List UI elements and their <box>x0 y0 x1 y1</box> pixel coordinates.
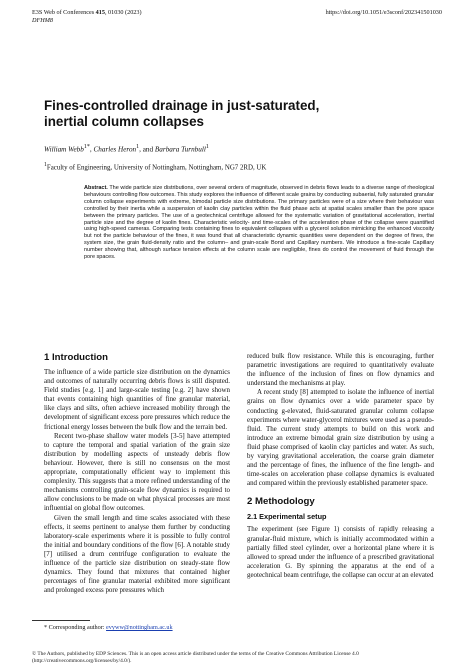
footnote-rule <box>32 620 90 621</box>
paragraph: reduced bulk flow resistance. While this is encouraging, further parametric investigations are required to quantitatively evaluate the influence of the inclusion of fines on flow dynamics and understand the mechanisms at play. <box>247 352 434 388</box>
doi-link[interactable]: https://doi.org/10.1051/e3sconf/202341501030 <box>325 9 442 16</box>
license-footer <box>32 651 444 665</box>
journal-citation: E3S Web of Conferences 415, 01030 (2023) <box>32 9 142 16</box>
author-1: William Webb <box>44 145 84 154</box>
running-header-left <box>32 9 142 25</box>
abstract <box>84 185 434 261</box>
author-2: Charles Heron <box>93 145 137 154</box>
section-heading-introduction: 1 Introduction <box>44 352 108 363</box>
subsection-heading-experimental-setup: 2.1 Experimental setup <box>247 512 327 522</box>
paragraph: Given the small length and time scales associated with these effects, it seems pertinent to analyse them further by conducting laboratory-scale experiments where it is possible to fully control the initial and boundary conditions of the flow [6]. A notable study [7] utilised a drum centrifuge configuration to evaluate the influence of the particle size distribution on steady-state flow dynamics. They found that mixtures that contained higher percentages of fine granular material exhibited more significant and prolonged excess pore pressures which <box>44 513 230 595</box>
paragraph: A recent study [8] attempted to isolate the influence of inertial grains on flow dynamics over a wide parameter space by conducting g-elevated, fluid-saturated granular column collapse experiments where water-glycerol mixtures were used as a pseudo-fluid. The current study attempts to build on this work and introduce an extreme bimodal grain size distribution by using a fluid phase comprised of kaolin clay particles and water. As such, by varying gravitational acceleration, the coarse grain diameter and the percentage of fines, the influence of the fine length- and time-scales on acceleration phase collapse dynamics is evaluated and compared within the previously established parameter space. <box>247 388 434 488</box>
section-heading-methodology: 2 Methodology <box>247 496 315 508</box>
journal-abbrev: DFHM8 <box>32 17 53 24</box>
license-text: © The Authors, published by EDP Sciences. This is an open access article distributed under the terms of the Creative Commons Attribution License 4.0 <box>32 651 359 657</box>
author-3: Barbara Turnbull <box>154 145 206 154</box>
paper-title: Fines-controlled drainage in just-saturated, inertial column collapses <box>44 98 320 129</box>
left-column <box>44 352 230 595</box>
journal-volume: 415 <box>95 9 105 16</box>
right-column <box>247 352 434 580</box>
license-url[interactable]: (http://creativecommons.org/licenses/by/4.0/). <box>32 658 132 664</box>
author-list: William Webb$^{1*}$, Charles Heron$^1$, and Barbara Turnbull$^1$ <box>44 144 209 154</box>
paragraph: The influence of a wide particle size distribution on the dynamics and outcomes of naturally occurring debris flows is still disputed. Field studies [e.g. 1] and large-scale testing [e.g. 2] have shown that events containing high quantities of fine granular material, like clays and silts, often achieve increased mobility through the development of significant excess pore pressures which reduce the frictional energy losses between the bulk flow and the terrain bed. <box>44 368 230 431</box>
affiliation: $^1$Faculty of Engineering, University of Nottingham, Nottingham, NG7 2RD, UK <box>44 162 267 172</box>
paragraph: Recent two-phase shallow water models [3-5] have attempted to capture the temporal and spatial variation of the grain size distribution by modelling aspects of unsteady debris flow behaviour. However, there is still no consensus on the most appropriate, computationally efficient way to implement this complexity. This suggests that a more refined understanding of the mechanisms controlling grain-scale flow dynamics is required to allow conclusions to be made on what physical processes are most influential on global flow outcomes. <box>44 431 230 513</box>
abstract-text: The wide particle size distributions, over several orders of magnitude, observed in debris flows leads to a diverse range of rheological behaviours controlling flow outcomes. This study explores the influence of different scale grains by conducting subaerial, fully saturated granular column collapse experiments with extreme, bimodal particle size distributions. The primary particles were of a size where their behaviour was controlled by their inertia while a suspension of kaolin clay particles within the fluid phase acts at spatial scales smaller than the pore space between the primary particles. The use of a geotechnical centrifuge allowed for the systematic variation of gravitational acceleration, inertial particle size and the degree of kaolin fines. Characteristic velocity- and time-scales of the acceleration phase of the collapse were quantified using high-speed cameras. Comparing tests containing fines to equivalent collapses with a glycerol solution mimicking the enhanced viscosity but not the particle behaviour of the fines, it was found that all characteristic dynamic quantities were dependent on the degree of fines, the system size, the grain fluid-density ratio and the column– and grain-scale Bond and Capillary numbers. We introduce a fine-scale Capillary number showing that, although surface tension effects at the column scale are negligible, fines do control the movement of fluid through the pore spaces. <box>84 185 434 261</box>
email-link[interactable]: evyww@nottingham.ac.uk <box>106 624 173 631</box>
abstract-label: Abstract. <box>84 185 108 191</box>
paragraph: The experiment (see Figure 1) consists of rapidly releasing a granular-fluid mixture, which is initially accommodated within a partially filled steel cylinder, over a horizontal plane where it is allowed to spread under the influence of a prescribed gravitational acceleration G. By spinning the apparatus at the end of a geotechnical beam centrifuge, the collapse can occur at an elevated <box>247 525 434 579</box>
footnote-corresponding-author: * Corresponding author: evyww@nottingham.ac.uk <box>44 624 173 631</box>
